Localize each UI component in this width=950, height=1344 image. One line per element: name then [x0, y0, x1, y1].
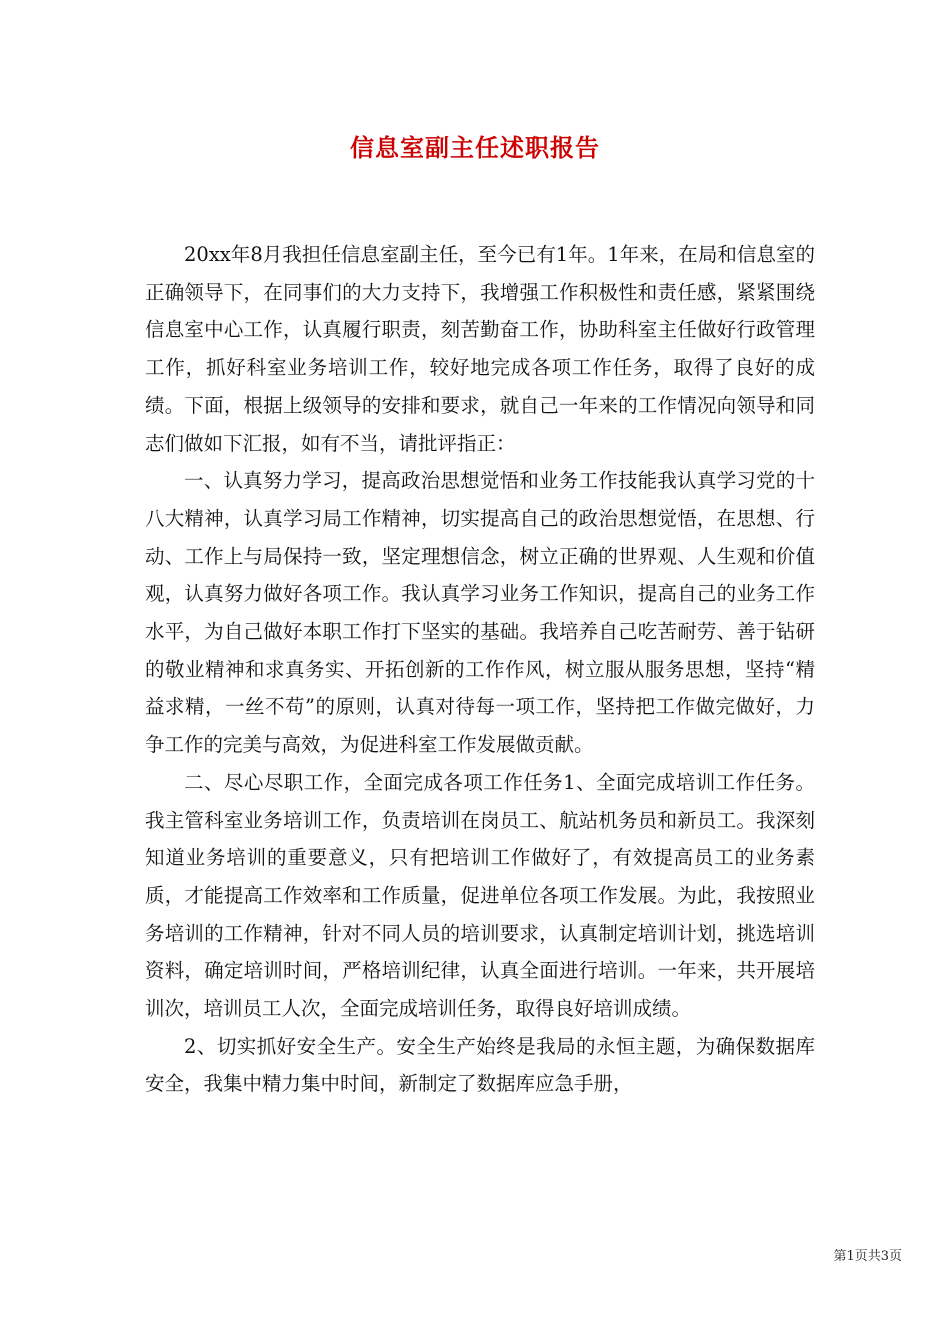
document-body: [145, 236, 815, 1103]
paragraph-section-2: 二、尽心尽职工作，全面完成各项工作任务1、全面完成培训工作任务。我主管科室业务培训工作，负责培训在岗员工、航站机务员和新员工。我深刻知道业务培训的重要意义，只有把培训工作做好了，有效提高员工的业务素质，才能提高工作效率和工作质量，促进单位各项工作发展。为此，我按照业务培训的工作精神，针对不同人员的培训要求，认真制定培训计划，挑选培训资料，确定培训时间，严格培训纪律，认真全面进行培训。一年来，共开展培训次，培训员工人次，全面完成培训任务，取得良好培训成绩。: [145, 770, 815, 1021]
document-title: 信息室副主任述职报告: [350, 133, 600, 162]
paragraph-section-1: 一、认真努力学习，提高政治思想觉悟和业务工作技能我认真学习党的十八大精神，认真学习局工作精神，切实提高自己的政治思想觉悟，在思想、行动、工作上与局保持一致，坚定理想信念，树立正确的世界观、人生观和价值观，认真努力做好各项工作。我认真学习业务工作知识，提高自己的业务工作水平，为自己做好本职工作打下坚实的基础。我培养自己吃苦耐劳、善于钻研的敬业精神和求真务实、开拓创新的工作作风，树立服从服务思想，坚持“精益求精，一丝不苟”的原则，认真对待每一项工作，坚持把工作做完做好，力争工作的完美与高效，为促进科室工作发展做贡献。: [145, 469, 815, 757]
page-number: 第1页共3页: [833, 1249, 902, 1264]
paragraph-section-2-item-2: 2、切实抓好安全生产。安全生产始终是我局的永恒主题，为确保数据库安全，我集中精力集中时间，新制定了数据库应急手册，: [145, 1034, 815, 1096]
paragraph-intro: 20xx年8月我担任信息室副主任，至今已有1年。1年来，在局和信息室的正确领导下，在同事们的大力支持下，我增强工作积极性和责任感，紧紧围绕信息室中心工作，认真履行职责，刻苦勤奋工作，协助科室主任做好行政管理工作，抓好科室业务培训工作，较好地完成各项工作任务，取得了良好的成绩。下面，根据上级领导的安排和要求，就自己一年来的工作情况向领导和同志们做如下汇报，如有不当，请批评指正：: [145, 243, 815, 455]
